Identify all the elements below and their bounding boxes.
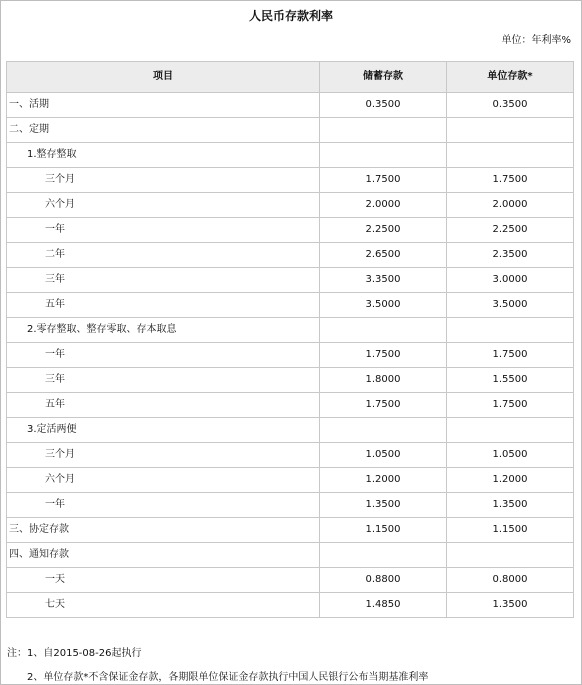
unit-label: 单位：年利率% bbox=[501, 35, 571, 46]
table-row bbox=[7, 318, 574, 343]
unit-deposit-rate bbox=[447, 118, 574, 143]
savings-rate: 2.0000 bbox=[320, 193, 447, 218]
savings-rate bbox=[320, 318, 447, 343]
row-label: 五年 bbox=[7, 393, 320, 418]
savings-rate bbox=[320, 418, 447, 443]
page-title: 人民币存款利率 bbox=[248, 9, 333, 23]
savings-rate: 1.4850 bbox=[320, 593, 447, 618]
table-row bbox=[7, 343, 574, 368]
unit-deposit-rate: 3.0000 bbox=[447, 268, 574, 293]
table-body bbox=[7, 93, 574, 618]
unit-deposit-rate: 1.1500 bbox=[447, 518, 574, 543]
row-label: 一天 bbox=[7, 568, 320, 593]
savings-rate: 1.7500 bbox=[320, 168, 447, 193]
unit-deposit-rate: 1.7500 bbox=[447, 343, 574, 368]
savings-rate bbox=[320, 543, 447, 568]
unit-deposit-rate: 1.7500 bbox=[447, 168, 574, 193]
unit-deposit-rate: 2.3500 bbox=[447, 243, 574, 268]
table-row bbox=[7, 243, 574, 268]
table-row bbox=[7, 543, 574, 568]
table-row bbox=[7, 293, 574, 318]
table-row bbox=[7, 368, 574, 393]
unit-deposit-rate bbox=[447, 318, 574, 343]
unit-deposit-rate: 3.5000 bbox=[447, 293, 574, 318]
unit-deposit-rate: 1.3500 bbox=[447, 593, 574, 618]
table-row bbox=[7, 393, 574, 418]
unit-deposit-rate bbox=[447, 418, 574, 443]
savings-rate: 1.0500 bbox=[320, 443, 447, 468]
savings-rate: 2.6500 bbox=[320, 243, 447, 268]
table-row bbox=[7, 493, 574, 518]
savings-rate: 1.3500 bbox=[320, 493, 447, 518]
unit-deposit-rate: 1.7500 bbox=[447, 393, 574, 418]
row-label: 五年 bbox=[7, 293, 320, 318]
table-row bbox=[7, 443, 574, 468]
table-row bbox=[7, 143, 574, 168]
row-label: 1.整存整取 bbox=[7, 143, 320, 168]
row-label: 二年 bbox=[7, 243, 320, 268]
savings-rate: 3.3500 bbox=[320, 268, 447, 293]
unit-deposit-rate: 0.8000 bbox=[447, 568, 574, 593]
table-row bbox=[7, 218, 574, 243]
unit-deposit-rate bbox=[447, 543, 574, 568]
savings-rate: 1.7500 bbox=[320, 393, 447, 418]
row-label: 一年 bbox=[7, 218, 320, 243]
savings-rate bbox=[320, 143, 447, 168]
header-savings: 储蓄存款 bbox=[320, 62, 447, 93]
savings-rate: 2.2500 bbox=[320, 218, 447, 243]
row-label: 二、定期 bbox=[7, 118, 320, 143]
row-label: 六个月 bbox=[7, 468, 320, 493]
table-row bbox=[7, 118, 574, 143]
table-row bbox=[7, 518, 574, 543]
table-row bbox=[7, 168, 574, 193]
row-label: 三个月 bbox=[7, 443, 320, 468]
table-row bbox=[7, 593, 574, 618]
unit-deposit-rate: 2.0000 bbox=[447, 193, 574, 218]
unit-deposit-rate: 1.3500 bbox=[447, 493, 574, 518]
row-label: 3.定活两便 bbox=[7, 418, 320, 443]
table-row bbox=[7, 268, 574, 293]
table-row bbox=[7, 418, 574, 443]
header-item: 项目 bbox=[7, 62, 320, 93]
savings-rate: 1.8000 bbox=[320, 368, 447, 393]
savings-rate: 1.7500 bbox=[320, 343, 447, 368]
savings-rate: 1.2000 bbox=[320, 468, 447, 493]
row-label: 七天 bbox=[7, 593, 320, 618]
row-label: 2.零存整取、整存零取、存本取息 bbox=[7, 318, 320, 343]
footnote-1: 注：1、自2015-08-26起执行 bbox=[7, 648, 142, 659]
row-label: 三、协定存款 bbox=[7, 518, 320, 543]
savings-rate: 3.5000 bbox=[320, 293, 447, 318]
unit-deposit-rate: 1.5500 bbox=[447, 368, 574, 393]
row-label: 一年 bbox=[7, 343, 320, 368]
savings-rate: 0.3500 bbox=[320, 93, 447, 118]
unit-deposit-rate bbox=[447, 143, 574, 168]
savings-rate: 1.1500 bbox=[320, 518, 447, 543]
row-label: 三个月 bbox=[7, 168, 320, 193]
table-row bbox=[7, 93, 574, 118]
unit-deposit-rate: 0.3500 bbox=[447, 93, 574, 118]
table-row bbox=[7, 468, 574, 493]
rate-table bbox=[6, 61, 574, 618]
row-label: 四、通知存款 bbox=[7, 543, 320, 568]
table-row bbox=[7, 193, 574, 218]
footnote-2: 2、单位存款*不含保证金存款，各期限单位保证金存款执行中国人民银行公布当期基准利率 bbox=[27, 672, 429, 683]
header-unit-deposit: 单位存款* bbox=[447, 62, 574, 93]
unit-deposit-rate: 1.2000 bbox=[447, 468, 574, 493]
row-label: 六个月 bbox=[7, 193, 320, 218]
row-label: 三年 bbox=[7, 368, 320, 393]
row-label: 一年 bbox=[7, 493, 320, 518]
savings-rate bbox=[320, 118, 447, 143]
row-label: 三年 bbox=[7, 268, 320, 293]
row-label: 一、活期 bbox=[7, 93, 320, 118]
unit-deposit-rate: 1.0500 bbox=[447, 443, 574, 468]
table-header-row bbox=[7, 62, 574, 93]
unit-deposit-rate: 2.2500 bbox=[447, 218, 574, 243]
savings-rate: 0.8800 bbox=[320, 568, 447, 593]
table-row bbox=[7, 568, 574, 593]
